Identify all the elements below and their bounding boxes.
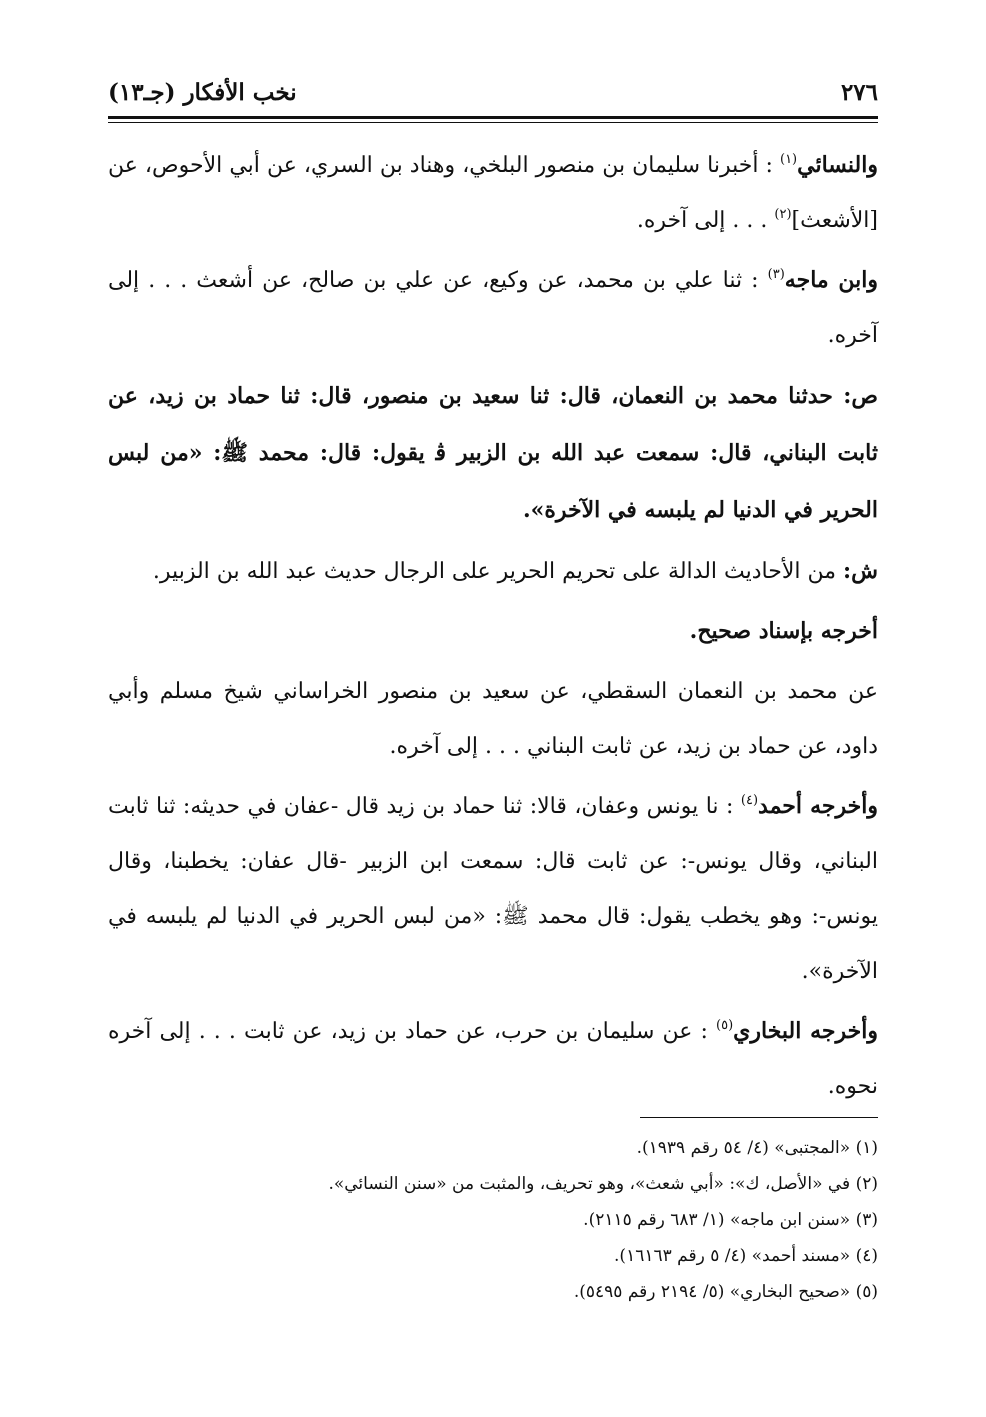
paragraph-lead: وأخرجه البخاري	[733, 1018, 878, 1044]
paragraph-text: عن محمد بن النعمان السقطي، عن سعيد بن منصور الخراساني شيخ مسلم وأبي داود، عن حماد بن زيد، عن ثابت البناني . . . إلى آخره.	[108, 679, 878, 759]
paragraph-chain	[108, 664, 878, 774]
footnote-item: (١) «المجتبى» (٤/ ٥٤ رقم ١٩٣٩).	[636, 1138, 878, 1158]
footnote-item: (٤) «مسند أحمد» (٤/ ٥ رقم ١٦١٦٣).	[614, 1246, 878, 1266]
paragraph-ibn-majah	[108, 253, 878, 363]
footnote-item: (٢) في «الأصل، ك»: «أبي شعث»، وهو تحريف، والمثبت من «سنن النسائي».	[328, 1174, 878, 1194]
paragraph-tail: . . . إلى آخره.	[636, 208, 768, 233]
paragraph-lead: وأخرجه أحمد	[758, 793, 878, 819]
paragraph-ahmad	[108, 779, 878, 999]
paragraph-lead: أخرجه بإسناد صحيح.	[689, 618, 878, 644]
footnote-separator	[640, 1117, 878, 1118]
paragraph-isnad	[108, 604, 878, 659]
footnote-ref: (٣)	[767, 267, 785, 282]
paragraph-text: من الأحاديث الدالة على تحريم الحرير على الرجال حديث عبد الله بن الزبير.	[152, 559, 837, 584]
footnotes	[108, 1130, 878, 1310]
paragraph-text: : ثنا علي بن محمد، عن وكيع، عن علي بن صالح، عن أشعث . . . إلى آخره.	[108, 268, 878, 348]
header-rule-thin	[108, 122, 878, 123]
footnote-item: (٣) «سنن ابن ماجه» (١/ ٦٨٣ رقم ٢١١٥).	[583, 1210, 878, 1230]
page-header	[108, 70, 878, 114]
paragraph-text: : أخبرنا سليمان بن منصور البلخي، وهناد بن السري، عن أبي الأحوص، عن [الأشعث]	[108, 153, 878, 233]
page-number: ٢٧٦	[840, 78, 878, 106]
book-title: نخب الأفكار (جـ١٣)	[108, 78, 297, 106]
paragraph-bukhari	[108, 1004, 878, 1114]
paragraph-lead: ص:	[843, 383, 878, 409]
paragraph-sharh	[108, 544, 878, 599]
paragraph-text: حدثنا محمد بن النعمان، قال: ثنا سعيد بن منصور، قال: ثنا حماد بن زيد، عن ثابت البناني، قال: سمعت عبد الله بن الزبير ﭬ يقول: قال: محمد ﷺ: «من لبس الحرير في الدنيا لم يلبسه في الآخرة».	[108, 383, 878, 523]
main-text	[108, 138, 878, 1119]
footnote-ref: (١)	[779, 152, 798, 167]
footnote-ref: (٤)	[740, 793, 759, 808]
header-rule-thick	[108, 116, 878, 119]
footnote-ref: (٢)	[774, 207, 792, 222]
paragraph-lead: والنسائي	[797, 152, 878, 178]
paragraph-matn	[108, 368, 878, 539]
paragraph-nasai	[108, 138, 878, 248]
footnote-ref: (٥)	[716, 1018, 734, 1033]
paragraph-lead: ش:	[843, 558, 878, 584]
paragraph-text: : عن سليمان بن حرب، عن حماد بن زيد، عن ثابت . . . إلى آخره نحوه.	[108, 1019, 878, 1099]
paragraph-text: : نا يونس وعفان، قالا: ثنا حماد بن زيد قال -عفان في حديثه: ثنا ثابت البناني، وقال يونس-: عن ثابت قال: سمعت ابن الزبير -قال عفان: يخطبنا، وقال يونس-: وهو يخطب يقول: قال محمد ﷺ: «من لبس الحرير في الدنيا لم يلبسه في الآخرة».	[108, 794, 878, 984]
paragraph-lead: وابن ماجه	[784, 267, 878, 293]
footnote-item: (٥) «صحيح البخاري» (٥/ ٢١٩٤ رقم ٥٤٩٥).	[573, 1282, 878, 1302]
